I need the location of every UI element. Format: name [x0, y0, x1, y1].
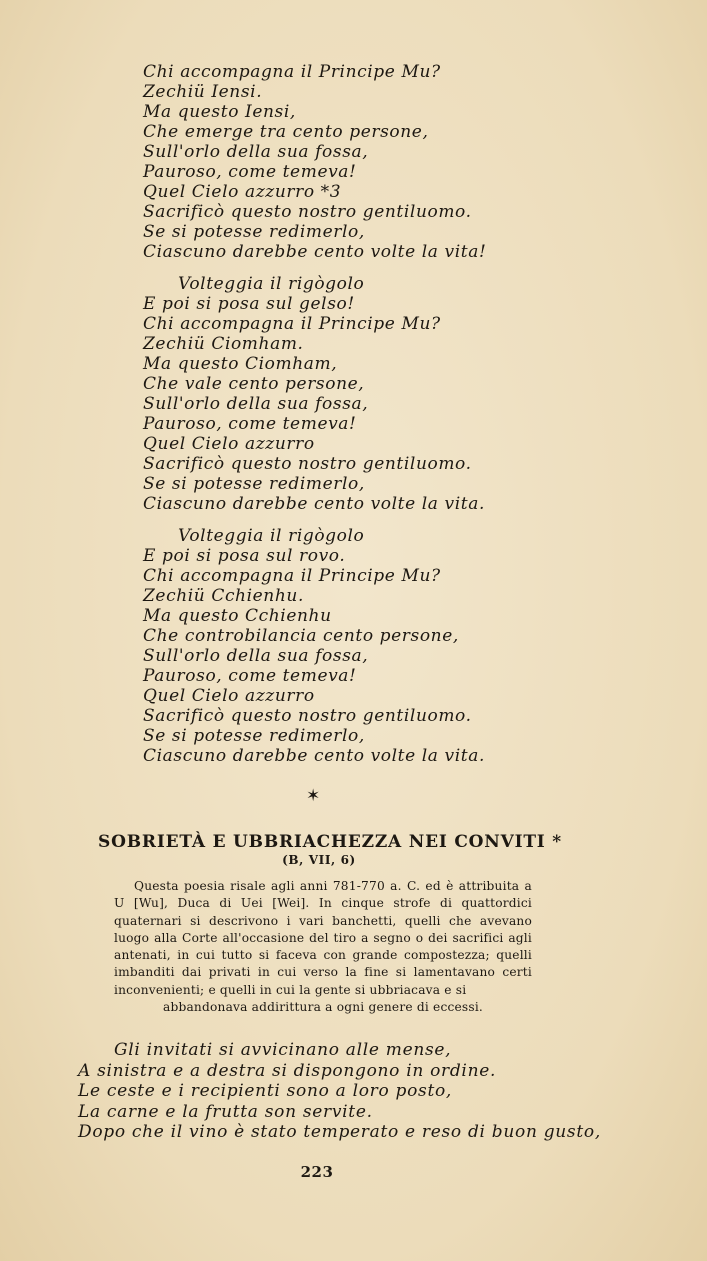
stanza-3: [143, 526, 663, 766]
intro-last-line: abbandonava addirittura a ogni genere di eccessi.: [163, 1000, 483, 1015]
section-source: (B, VII, 6): [282, 853, 356, 867]
poem-line: E poi si posa sul rovo.: [143, 546, 346, 566]
separator-star-icon: ✶: [306, 786, 321, 806]
poem-line: Sull'orlo della sua fossa,: [143, 142, 369, 162]
poem-line: E poi si posa sul gelso!: [143, 294, 355, 314]
poem-line: Pauroso, come temeva!: [143, 414, 357, 434]
stanza-1: [143, 62, 663, 262]
poem-line: Zechiü Cchienhu.: [143, 586, 304, 606]
poem-line: La carne e la frutta son servite.: [78, 1101, 373, 1122]
poem-line: Quel Cielo azzurro: [143, 434, 315, 454]
poem-line: Le ceste e i recipienti sono a loro posto,: [78, 1081, 453, 1101]
poem-line: Quel Cielo azzurro *3: [143, 182, 342, 202]
stanza-2: [143, 274, 663, 514]
poem-line: Che vale cento persone,: [143, 374, 365, 394]
poem-line: Che emerge tra cento persone,: [143, 122, 429, 142]
poem-line: Sacrificò questo nostro gentiluomo.: [143, 706, 472, 726]
poem-line: Zechiü Ciomham.: [143, 334, 304, 354]
poem-line: Quel Cielo azzurro: [143, 686, 315, 706]
poem-line: Se si potesse redimerlo,: [143, 222, 365, 242]
poem-line: Pauroso, come temeva!: [143, 666, 357, 686]
poem-block: [143, 62, 663, 778]
section-intro: [114, 878, 532, 1016]
poem-line: Ma questo Ciomham,: [143, 354, 338, 374]
poem-line: Ma questo Cchienhu: [143, 606, 332, 626]
poem-line: Se si potesse redimerlo,: [143, 474, 365, 494]
poem-line: Chi accompagna il Principe Mu?: [143, 314, 441, 334]
poem-line: Chi accompagna il Principe Mu?: [143, 62, 441, 82]
poem-line: Ciascuno darebbe cento volte la vita!: [143, 242, 487, 262]
poem-line: Dopo che il vino è stato temperato e reso di buon gusto,: [78, 1122, 601, 1142]
poem-line: Pauroso, come temeva!: [143, 162, 357, 182]
section-title: SOBRIETÀ E UBBRIACHEZZA NEI CONVITI *: [98, 832, 562, 852]
poem-line: Gli invitati si avvicinano alle mense,: [114, 1040, 452, 1060]
poem-line: Chi accompagna il Principe Mu?: [143, 566, 441, 586]
poem-line: Volteggia il rigògolo: [178, 526, 365, 546]
poem-line: Ma questo Iensi,: [143, 102, 296, 122]
poem-line: Ciascuno darebbe cento volte la vita.: [143, 746, 485, 766]
poem-line: Ciascuno darebbe cento volte la vita.: [143, 494, 485, 514]
poem-line: Sacrificò questo nostro gentiluomo.: [143, 202, 472, 222]
intro-text: Questa poesia risale agli anni 781-770 a. C. ed è attribuita a U [Wu], Duca di Uei [Wei]. In cinque strofe di quattordici quaternari si descrivono i vari banchetti, quelli che avevano luogo alla Corte all'occasione del tiro a segno o dei sacrifici agli antenati, in cui tutto si faceva con grande compostezza; quelli imbanditi dai privati in cui verso la fine si lamentavano certi inconvenienti; e quelli in cui la gente si ubbriacava e si: [114, 879, 532, 997]
poem-line: Sull'orlo della sua fossa,: [143, 394, 369, 414]
page-number: 223: [300, 1163, 334, 1181]
poem-line: Se si potesse redimerlo,: [143, 726, 365, 746]
poem-line: Sull'orlo della sua fossa,: [143, 646, 369, 666]
poem-line: A sinistra e a destra si dispongono in ordine.: [78, 1060, 497, 1081]
poem-line: Volteggia il rigògolo: [178, 274, 365, 294]
poem-block-2: [78, 1040, 678, 1143]
poem-line: Sacrificò questo nostro gentiluomo.: [143, 454, 472, 474]
poem-line: Zechiü Iensi.: [143, 82, 263, 102]
poem-line: Che controbilancia cento persone,: [143, 626, 459, 646]
